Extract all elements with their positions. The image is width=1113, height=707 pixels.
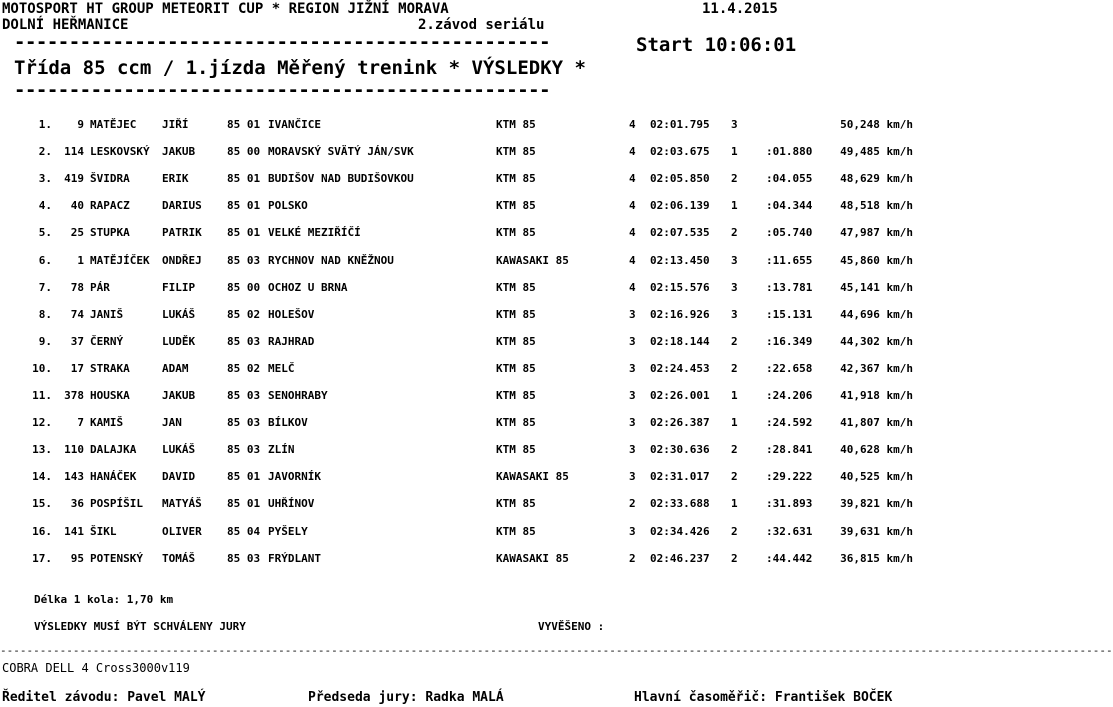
position-cell: 5. — [38, 226, 52, 240]
gap-cell: :16.349 — [766, 334, 813, 348]
best-lap-cell: 1 — [731, 497, 738, 511]
position-cell: 10. — [32, 361, 52, 375]
best-time-cell: 02:34.426 — [650, 524, 710, 538]
start-number-cell: 37 — [70, 334, 84, 348]
best-lap-cell: 2 — [731, 226, 738, 240]
start-number-cell: 25 — [70, 226, 84, 240]
table-row — [0, 470, 960, 486]
class-cell: 85 00 — [227, 280, 261, 294]
best-lap-cell: 2 — [731, 334, 738, 348]
table-row — [0, 254, 960, 270]
first-name-cell: ADAM — [162, 361, 189, 375]
class-cell: 85 03 — [227, 551, 261, 565]
position-cell: 17. — [32, 551, 52, 565]
table-row — [0, 497, 960, 513]
position-cell: 4. — [38, 199, 52, 213]
speed-value: 44,696 km/h — [840, 307, 913, 321]
first-name-cell: TOMÁŠ — [162, 551, 196, 565]
start-number-cell: 1 — [77, 253, 84, 267]
motorcycle-cell: KTM 85 — [496, 443, 536, 457]
best-time-cell: 02:24.453 — [650, 361, 710, 375]
best-lap-cell: 3 — [731, 307, 738, 321]
gap-cell: :04.055 — [766, 172, 813, 186]
venue-text: DOLNÍ HEŘMANICE — [2, 17, 129, 33]
surname-cell: HOUSKA — [90, 389, 130, 402]
city-cell: ZLÍN — [268, 443, 295, 457]
start-number-cell: 74 — [70, 307, 84, 321]
first-name-cell: OLIVER — [162, 524, 202, 538]
gap-cell: :29.222 — [766, 470, 813, 484]
surname-cell: PÁR — [90, 280, 110, 294]
start-number-cell: 17 — [70, 361, 84, 375]
best-lap-cell: 2 — [731, 551, 738, 565]
start-number-cell: 378 — [64, 389, 84, 402]
surname-cell: STRAKA — [90, 361, 130, 375]
position-cell: 3. — [38, 172, 52, 186]
surname-cell: POSPÍŠIL — [90, 497, 143, 511]
date-text: 11.4.2015 — [702, 1, 778, 17]
speed-value: 41,918 km/h — [840, 389, 913, 402]
page-title: Třída 85 ccm / 1.jízda Měřený trenink * VÝSLEDKY * — [14, 57, 586, 79]
motorcycle-cell: KTM 85 — [496, 280, 536, 294]
chief-timekeeper: Hlavní časoměřič: František BOČEK — [634, 690, 893, 705]
motorcycle-cell: KTM 85 — [496, 226, 536, 240]
best-time-cell: 02:15.576 — [650, 280, 710, 294]
surname-cell: MATĚJEC — [90, 118, 137, 131]
speed-value: 40,628 km/h — [840, 443, 913, 457]
best-lap-cell: 3 — [731, 253, 738, 267]
table-row — [0, 416, 960, 432]
best-time-cell: 02:13.450 — [650, 253, 710, 267]
best-lap-cell: 2 — [731, 172, 738, 186]
position-cell: 7. — [38, 280, 52, 294]
city-cell: FRÝDLANT — [268, 551, 321, 565]
start-number-cell: 419 — [64, 172, 84, 186]
laps-cell: 4 — [629, 253, 636, 267]
best-lap-cell: 1 — [731, 389, 738, 402]
best-time-cell: 02:06.139 — [650, 199, 710, 213]
best-time-cell: 02:26.001 — [650, 389, 710, 402]
first-name-cell: PATRIK — [162, 226, 202, 240]
laps-cell: 4 — [629, 172, 636, 186]
class-cell: 85 01 — [227, 118, 261, 131]
motorcycle-cell: KAWASAKI 85 — [496, 551, 569, 565]
speed-value: 47,987 km/h — [840, 226, 913, 240]
speed-value: 40,525 km/h — [840, 470, 913, 484]
position-cell: 9. — [38, 334, 52, 348]
gap-cell: :28.841 — [766, 443, 813, 457]
table-row — [0, 226, 960, 242]
class-cell: 85 03 — [227, 334, 261, 348]
race-director: Ředitel závodu: Pavel MALÝ — [2, 690, 206, 705]
position-cell: 14. — [32, 470, 52, 484]
speed-value: 36,815 km/h — [840, 551, 913, 565]
position-cell: 2. — [38, 145, 52, 159]
motorcycle-cell: KTM 85 — [496, 524, 536, 538]
speed-value: 48,518 km/h — [840, 199, 913, 213]
best-lap-cell: 2 — [731, 470, 738, 484]
class-cell: 85 01 — [227, 497, 261, 511]
city-cell: IVANČICE — [268, 118, 321, 131]
speed-value: 39,821 km/h — [840, 497, 913, 511]
start-number-cell: 9 — [77, 118, 84, 131]
best-time-cell: 02:05.850 — [650, 172, 710, 186]
first-name-cell: ERIK — [162, 172, 189, 186]
header-divider-top: ------------------------------------------------- — [14, 31, 551, 53]
surname-cell: DALAJKA — [90, 443, 137, 457]
start-number-cell: 36 — [70, 497, 84, 511]
approval-note: VÝSLEDKY MUSÍ BÝT SCHVÁLENY JURY — [34, 620, 246, 633]
motorcycle-cell: KTM 85 — [496, 172, 536, 186]
first-name-cell: LUKÁŠ — [162, 307, 196, 321]
surname-cell: JANIŠ — [90, 307, 124, 321]
motorcycle-cell: KAWASAKI 85 — [496, 253, 569, 267]
best-time-cell: 02:33.688 — [650, 497, 710, 511]
start-number-cell: 7 — [77, 416, 84, 430]
best-time-cell: 02:18.144 — [650, 334, 710, 348]
first-name-cell: DARIUS — [162, 199, 202, 213]
motorcycle-cell: KTM 85 — [496, 145, 536, 159]
city-cell: OCHOZ U BRNA — [268, 280, 348, 294]
first-name-cell: JAN — [162, 416, 182, 430]
laps-cell: 2 — [629, 497, 636, 511]
first-name-cell: JIŘÍ — [162, 118, 189, 131]
motorcycle-cell: KAWASAKI 85 — [496, 470, 569, 484]
laps-cell: 3 — [629, 524, 636, 538]
jury-chair: Předseda jury: Radka MALÁ — [308, 690, 504, 705]
motorcycle-cell: KTM 85 — [496, 307, 536, 321]
laps-cell: 3 — [629, 334, 636, 348]
table-row — [0, 362, 960, 378]
table-row — [0, 199, 960, 215]
laps-cell: 3 — [629, 470, 636, 484]
table-row — [0, 389, 960, 405]
gap-cell: :15.131 — [766, 307, 813, 321]
city-cell: SENOHRABY — [268, 389, 328, 402]
city-cell: HOLEŠOV — [268, 307, 315, 321]
gap-cell: :01.880 — [766, 145, 813, 159]
class-cell: 85 01 — [227, 226, 261, 240]
best-time-cell: 02:30.636 — [650, 443, 710, 457]
motorcycle-cell: KTM 85 — [496, 497, 536, 511]
best-lap-cell: 2 — [731, 443, 738, 457]
best-lap-cell: 1 — [731, 199, 738, 213]
table-row — [0, 525, 960, 541]
gap-cell: :05.740 — [766, 226, 813, 240]
speed-value: 45,860 km/h — [840, 253, 913, 267]
gap-cell: :04.344 — [766, 199, 813, 213]
class-cell: 85 03 — [227, 443, 261, 457]
best-time-cell: 02:26.387 — [650, 416, 710, 430]
speed-value: 49,485 km/h — [840, 145, 913, 159]
motorcycle-cell: KTM 85 — [496, 389, 536, 402]
surname-cell: ČERNÝ — [90, 334, 124, 348]
organizer-text: MOTOSPORT HT GROUP METEORIT CUP * REGION JIŽNÍ MORAVA — [2, 1, 449, 17]
laps-cell: 4 — [629, 145, 636, 159]
best-lap-cell: 1 — [731, 145, 738, 159]
laps-cell: 4 — [629, 199, 636, 213]
gap-cell: :44.442 — [766, 551, 813, 565]
motorcycle-cell: KTM 85 — [496, 118, 536, 131]
laps-cell: 3 — [629, 307, 636, 321]
posted-label: VYVĚŠENO : — [538, 620, 605, 633]
surname-cell: KAMIŠ — [90, 416, 124, 430]
first-name-cell: JAKUB — [162, 389, 196, 402]
best-lap-cell: 1 — [731, 416, 738, 430]
first-name-cell: ONDŘEJ — [162, 253, 202, 267]
class-cell: 85 03 — [227, 416, 261, 430]
gap-cell: :32.631 — [766, 524, 813, 538]
first-name-cell: JAKUB — [162, 145, 196, 159]
position-cell: 12. — [32, 416, 52, 430]
best-time-cell: 02:07.535 — [650, 226, 710, 240]
gap-cell: :22.658 — [766, 361, 813, 375]
best-time-cell: 02:31.017 — [650, 470, 710, 484]
position-cell: 1. — [38, 118, 52, 131]
first-name-cell: LUKÁŠ — [162, 443, 196, 457]
city-cell: UHŘÍNOV — [268, 497, 315, 511]
start-number-cell: 114 — [64, 145, 84, 159]
position-cell: 15. — [32, 497, 52, 511]
start-number-cell: 143 — [64, 470, 84, 484]
gap-cell: :13.781 — [766, 280, 813, 294]
class-cell: 85 04 — [227, 524, 261, 538]
table-row — [0, 118, 960, 134]
best-lap-cell: 2 — [731, 524, 738, 538]
city-cell: RYCHNOV NAD KNĚŽNOU — [268, 253, 394, 267]
class-cell: 85 03 — [227, 253, 261, 267]
start-number-cell: 78 — [70, 280, 84, 294]
surname-cell: ŠVIDRA — [90, 172, 130, 186]
surname-cell: LESKOVSKÝ — [90, 145, 150, 159]
speed-value: 41,807 km/h — [840, 416, 913, 430]
start-time: Start 10:06:01 — [636, 34, 797, 56]
gap-cell: :11.655 — [766, 253, 813, 267]
surname-cell: STUPKA — [90, 226, 130, 240]
city-cell: MORAVSKÝ SVÄTÝ JÁN/SVK — [268, 145, 414, 159]
laps-cell: 2 — [629, 551, 636, 565]
position-cell: 13. — [32, 443, 52, 457]
speed-value: 39,631 km/h — [840, 524, 913, 538]
surname-cell: MATĚJÍČEK — [90, 253, 150, 267]
lap-length: Délka 1 kola: 1,70 km — [34, 593, 174, 606]
gap-cell: :31.893 — [766, 497, 813, 511]
class-cell: 85 01 — [227, 199, 261, 213]
footer-divider: ------------------------------------------------------------------------------------------------------------------------------------------------------------------------ — [0, 644, 1113, 657]
laps-cell: 4 — [629, 226, 636, 240]
city-cell: PYŠELY — [268, 524, 308, 538]
city-cell: RAJHRAD — [268, 334, 315, 348]
class-cell: 85 02 — [227, 361, 261, 375]
class-cell: 85 01 — [227, 470, 261, 484]
speed-value: 50,248 km/h — [840, 118, 913, 131]
best-time-cell: 02:46.237 — [650, 551, 710, 565]
gap-cell: :24.206 — [766, 389, 813, 402]
table-row — [0, 281, 960, 297]
city-cell: BUDIŠOV NAD BUDIŠOVKOU — [268, 172, 414, 186]
speed-value: 45,141 km/h — [840, 280, 913, 294]
start-number-cell: 141 — [64, 524, 84, 538]
class-cell: 85 01 — [227, 172, 261, 186]
motorcycle-cell: KTM 85 — [496, 416, 536, 430]
class-cell: 85 00 — [227, 145, 261, 159]
best-time-cell: 02:01.795 — [650, 118, 710, 131]
table-row — [0, 172, 960, 188]
motorcycle-cell: KTM 85 — [496, 199, 536, 213]
class-cell: 85 02 — [227, 307, 261, 321]
laps-cell: 3 — [629, 416, 636, 430]
motorcycle-cell: KTM 85 — [496, 334, 536, 348]
laps-cell: 3 — [629, 443, 636, 457]
position-cell: 8. — [38, 307, 52, 321]
table-row — [0, 443, 960, 459]
start-number-cell: 110 — [64, 443, 84, 457]
first-name-cell: MATYÁŠ — [162, 497, 202, 511]
class-cell: 85 03 — [227, 389, 261, 402]
city-cell: POLSKO — [268, 199, 308, 213]
first-name-cell: FILIP — [162, 280, 196, 294]
start-number-cell: 95 — [70, 551, 84, 565]
best-time-cell: 02:03.675 — [650, 145, 710, 159]
surname-cell: RAPACZ — [90, 199, 130, 213]
header-divider-bottom: ------------------------------------------------- — [14, 79, 551, 101]
table-row — [0, 308, 960, 324]
best-lap-cell: 3 — [731, 280, 738, 294]
surname-cell: ŠIKL — [90, 524, 117, 538]
table-row — [0, 552, 960, 568]
first-name-cell: LUDĚK — [162, 334, 196, 348]
city-cell: VELKÉ MEZIŘÍČÍ — [268, 226, 361, 240]
motorcycle-cell: KTM 85 — [496, 361, 536, 375]
round-text: 2.závod seriálu — [418, 17, 545, 33]
table-row — [0, 145, 960, 161]
gap-cell: :24.592 — [766, 416, 813, 430]
position-cell: 6. — [38, 253, 52, 267]
laps-cell: 3 — [629, 361, 636, 375]
position-cell: 16. — [32, 524, 52, 538]
best-lap-cell: 2 — [731, 361, 738, 375]
first-name-cell: DAVID — [162, 470, 196, 484]
surname-cell: POTENSKÝ — [90, 551, 143, 565]
city-cell: JAVORNÍK — [268, 470, 321, 484]
laps-cell: 4 — [629, 280, 636, 294]
speed-value: 42,367 km/h — [840, 361, 913, 375]
best-time-cell: 02:16.926 — [650, 307, 710, 321]
laps-cell: 3 — [629, 389, 636, 402]
system-version: COBRA DELL 4 Cross3000v119 — [2, 661, 190, 675]
speed-value: 44,302 km/h — [840, 334, 913, 348]
table-row — [0, 335, 960, 351]
city-cell: MELČ — [268, 361, 295, 375]
start-number-cell: 40 — [70, 199, 84, 213]
laps-cell: 4 — [629, 118, 636, 131]
best-lap-cell: 3 — [731, 118, 738, 131]
city-cell: BÍLKOV — [268, 416, 308, 430]
speed-value: 48,629 km/h — [840, 172, 913, 186]
surname-cell: HANÁČEK — [90, 470, 137, 484]
position-cell: 11. — [32, 389, 52, 402]
